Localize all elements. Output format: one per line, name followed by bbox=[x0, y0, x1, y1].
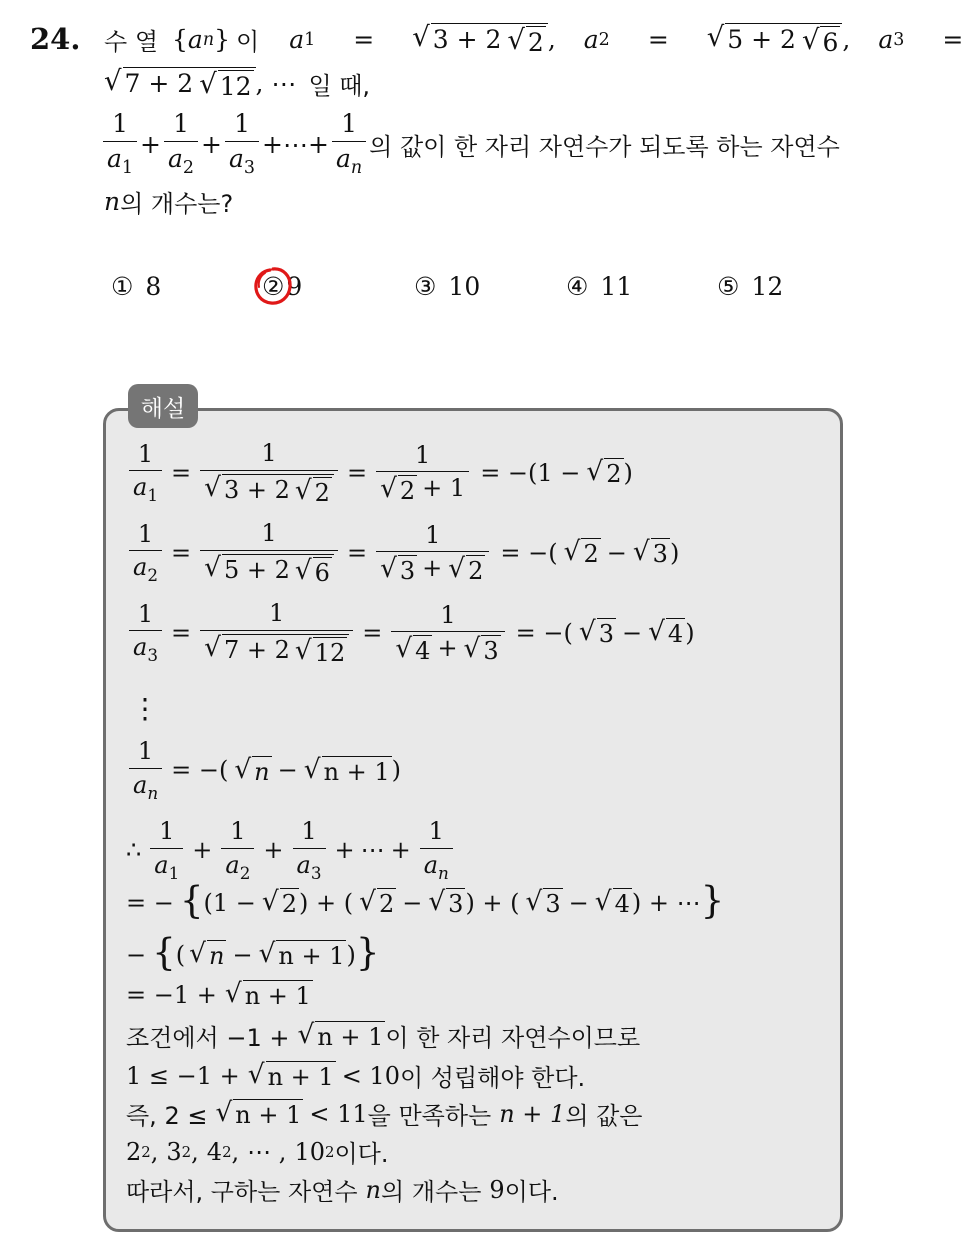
sequence-brace-close: } bbox=[214, 25, 230, 54]
vertical-dots: ⋮ bbox=[131, 692, 159, 725]
sequence-brace-open: { bbox=[172, 25, 188, 54]
a2-radical: √ 5 + 2 √ 6 bbox=[707, 23, 843, 57]
choice-2-value: 9 bbox=[286, 272, 303, 301]
choice-4[interactable] bbox=[566, 272, 632, 301]
choice-2-marker: ② bbox=[262, 272, 285, 301]
sum-term-n: $\frac{1}{a_n}$ bbox=[332, 110, 366, 178]
question-text-i: 이 bbox=[236, 28, 260, 56]
choice-5-value: 12 bbox=[751, 272, 784, 301]
solution-condition-1: 조건에서 −1 + √ n + 1 이 한 자리 자연수이므로 bbox=[126, 1018, 641, 1052]
question-line-1: 수 열 { a n } 이 a 1 = √ 3 + 2 √ 2 , a 2 = √ 5 + 2 √ 6 , a 3 = bbox=[104, 20, 963, 57]
solution-condition-2: 1 ≤ −1 + √ n + 1 < 10 이 성립해야 한다. bbox=[126, 1058, 586, 1092]
solution-condition-4: 2 2 , 3 2 , 4 2 , ⋯ , 10 2 이다. bbox=[126, 1137, 389, 1168]
choice-5[interactable] bbox=[717, 272, 783, 301]
choice-1-value: 8 bbox=[145, 272, 162, 301]
a1-var: a bbox=[289, 25, 305, 54]
solution-line-1: $\frac{1}{a_1}$ = 1 √ 3 + 2 √ 2 = 1 √ 2 + 1 = −(1 − √ 2 ) bbox=[126, 440, 633, 506]
a2-sub: 2 bbox=[598, 29, 610, 50]
solution-condition-3: 즉, 2 ≤ √ n + 1 < 11 을 만족하는 n + 1 의 값은 bbox=[126, 1096, 643, 1130]
solution-line-n: $\frac{1}{a_n}$ = −( √ n − √ n + 1 ) bbox=[126, 738, 401, 803]
sum-term-3: $\frac{1}{a_3}$ bbox=[225, 110, 259, 178]
choice-3[interactable] bbox=[414, 272, 480, 301]
question-dots: , ⋯ bbox=[255, 69, 297, 98]
n-var: n bbox=[104, 187, 121, 216]
equals-3: = bbox=[942, 25, 963, 54]
question-line-3: $\frac{1}{a_1}$ + $\frac{1}{a_2}$ + $\frac{1}{a_3}$ + ⋯ + $\frac{1}{a_n}$ 의 값이 한 자리 자연수가 되도록 하는 자연수 bbox=[100, 110, 840, 178]
question-number: 24. bbox=[30, 22, 81, 56]
question-line-2 bbox=[104, 66, 370, 101]
sum-term-1: $\frac{1}{a_1}$ bbox=[103, 110, 137, 178]
sequence-sub: n bbox=[202, 29, 215, 50]
question-text-sequence: 수 열 bbox=[104, 28, 158, 56]
choice-4-value: 11 bbox=[600, 272, 633, 301]
question-text-when: 일 때, bbox=[308, 72, 371, 100]
sum-term-2: $\frac{1}{a_2}$ bbox=[164, 110, 198, 178]
a3-radical: √ 7 + 2 √ 12 bbox=[104, 67, 256, 101]
question-line-4 bbox=[104, 184, 233, 219]
equals-1: = bbox=[353, 25, 375, 54]
sequence-var: a bbox=[187, 25, 203, 54]
solution-sum-line: ∴ $\frac{1}{a_1}$ + $\frac{1}{a_2}$ + $\frac{1}{a_3}$ + ⋯ + $\frac{1}{a_n}$ bbox=[126, 818, 456, 883]
question-text-value: 의 값이 한 자리 자연수가 되도록 하는 자연수 bbox=[369, 132, 840, 161]
solution-expand-1: = − { (1 − √ 2 ) + ( √ 2 − √ 3 ) + ( √ 3 − √ 4 ) + ⋯ } bbox=[126, 878, 725, 922]
a1-sub: 1 bbox=[304, 29, 316, 50]
solution-line-3: $\frac{1}{a_3}$ = 1 √ 7 + 2 √ 12 = 1 √ 4 + √ 3 = −( √ 3 − √ 4 ) bbox=[126, 600, 695, 666]
a2-var: a bbox=[583, 25, 599, 54]
a3-sub: 3 bbox=[893, 29, 905, 50]
equals-2: = bbox=[647, 25, 669, 54]
choice-1-marker: ① bbox=[111, 272, 134, 301]
a1-radical: √ 3 + 2 √ 2 bbox=[412, 23, 548, 57]
choice-3-marker: ③ bbox=[414, 272, 437, 301]
solution-line-2: $\frac{1}{a_2}$ = 1 √ 5 + 2 √ 6 = 1 √ 3 + √ 2 = −( √ 2 − √ 3 ) bbox=[126, 520, 679, 586]
solution-expand-2: − { ( √ n − √ n + 1 ) } bbox=[126, 930, 380, 974]
choice-3-value: 10 bbox=[448, 272, 481, 301]
choice-5-marker: ⑤ bbox=[717, 272, 740, 301]
solution-label: 해설 bbox=[128, 384, 198, 428]
solution-result: = −1 + √ n + 1 bbox=[126, 978, 311, 1010]
solution-conclusion: 따라서, 구하는 자연수 n 의 개수는 9 이다. bbox=[126, 1175, 559, 1206]
question-text-count: 의 개수는? bbox=[120, 190, 234, 218]
choice-4-marker: ④ bbox=[566, 272, 589, 301]
a3-var: a bbox=[878, 25, 894, 54]
choice-1[interactable] bbox=[111, 272, 161, 301]
answer-mark-circle bbox=[253, 266, 293, 306]
